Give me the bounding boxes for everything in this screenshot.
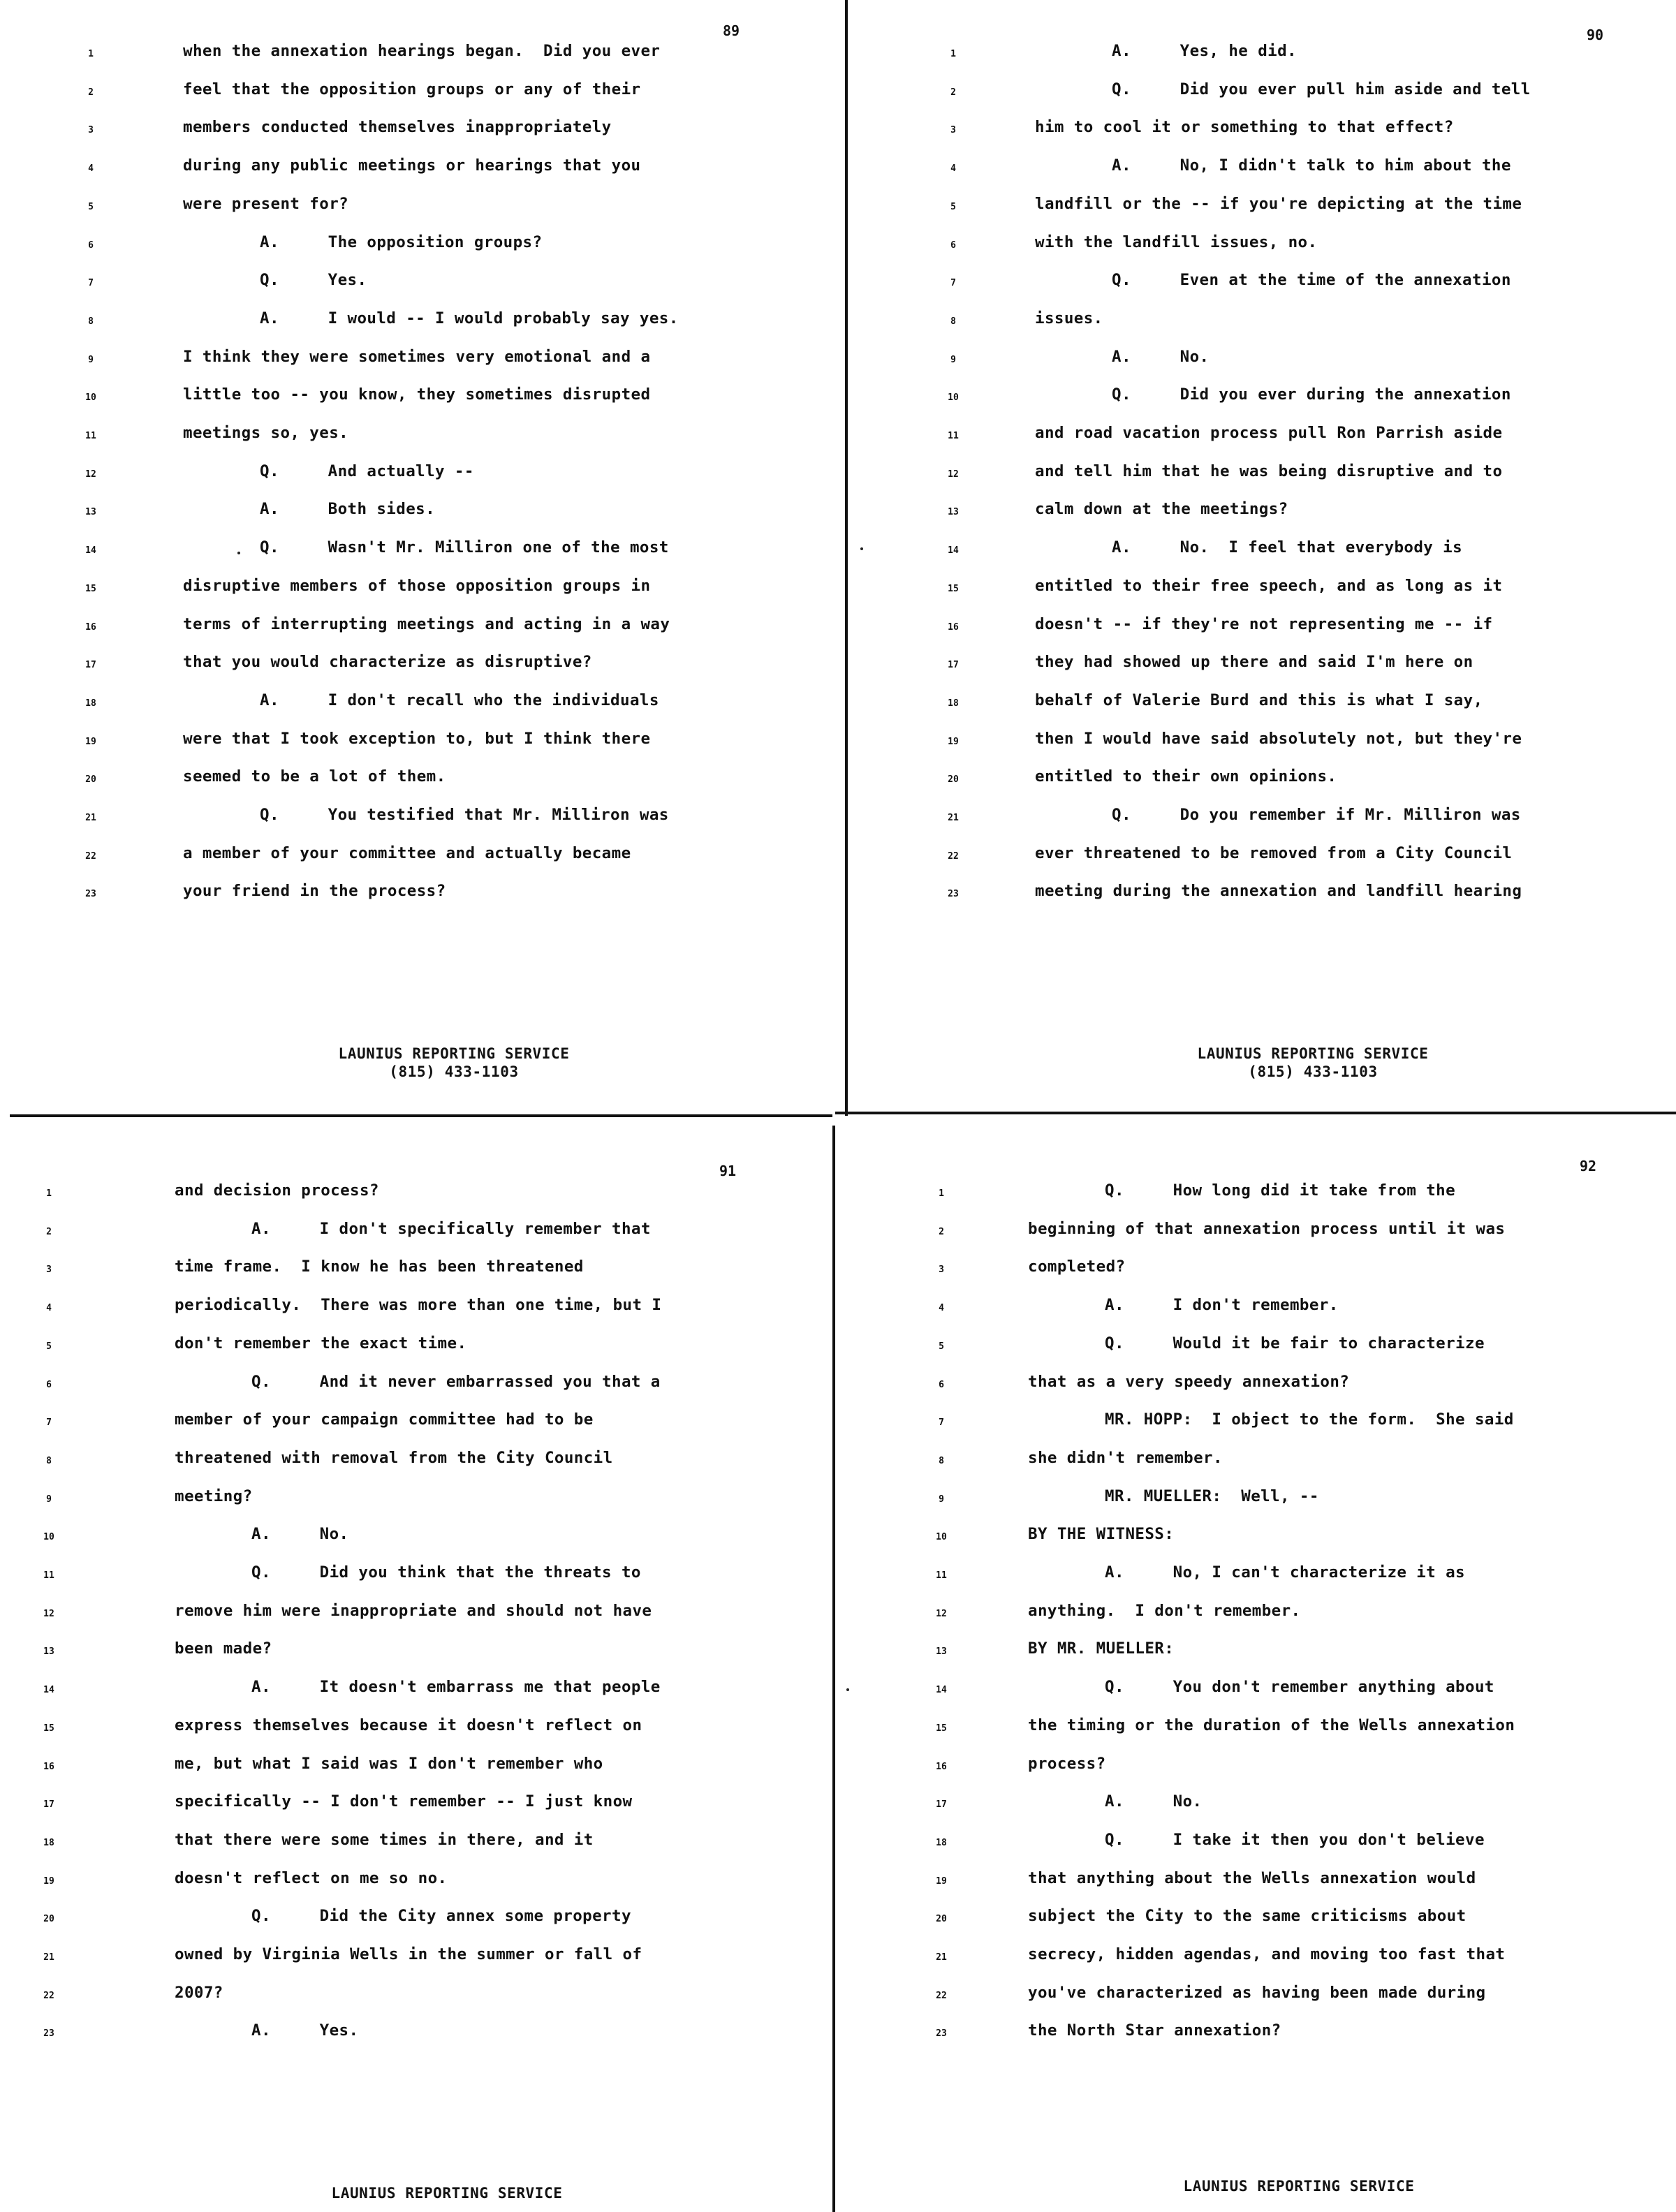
line-text: seemed to be a lot of them. xyxy=(183,767,446,786)
line-number: 16 xyxy=(43,1761,54,1772)
line-text: that as a very speedy annexation? xyxy=(1028,1372,1350,1391)
line-text: she didn't remember. xyxy=(1028,1448,1223,1467)
line-text: and decision process? xyxy=(175,1181,379,1200)
line-text: that anything about the Wells annexation would xyxy=(1028,1868,1476,1887)
line-number: 21 xyxy=(948,813,959,823)
line-number: 15 xyxy=(43,1723,54,1734)
line-number: 20 xyxy=(936,1914,947,1925)
line-text: A. No. xyxy=(1112,347,1210,366)
line-number: 15 xyxy=(936,1723,947,1734)
transcript-line xyxy=(0,1868,1676,1905)
line-text: A. No. I feel that everybody is xyxy=(1112,538,1463,557)
scan-speck xyxy=(860,547,863,550)
line-text: A. I don't specifically remember that xyxy=(251,1219,651,1238)
line-text: A. Yes. xyxy=(251,2021,359,2040)
line-text: meetings so, yes. xyxy=(183,424,349,442)
line-number: 21 xyxy=(85,813,96,823)
line-text: me, but what I said was I don't remember who xyxy=(175,1754,603,1773)
transcript-line xyxy=(0,1982,1676,2020)
line-number: 2 xyxy=(46,1226,52,1237)
line-number: 18 xyxy=(948,698,959,709)
line-number: 22 xyxy=(85,850,96,862)
transcript-line xyxy=(0,1218,1676,1256)
transcript-line xyxy=(0,1256,1676,1294)
line-number: 23 xyxy=(936,2028,947,2040)
line-number: 21 xyxy=(936,1952,947,1963)
line-text: meeting during the annexation and landfill hearing xyxy=(1035,882,1522,901)
reporter-phone: (815) 433-1103 xyxy=(1248,1063,1378,1080)
transcript-line xyxy=(0,1562,1676,1600)
line-number: 11 xyxy=(936,1570,947,1581)
line-text: A. It doesn't embarrass me that people xyxy=(251,1678,661,1697)
line-number: 9 xyxy=(88,354,94,365)
line-number: 14 xyxy=(85,545,96,556)
line-text: entitled to their own opinions. xyxy=(1035,767,1337,786)
page-number: 92 xyxy=(1580,1158,1597,1174)
transcript-line xyxy=(0,2020,1676,2058)
line-text: Q. You testified that Mr. Milliron was xyxy=(260,806,669,824)
line-number: 14 xyxy=(936,1685,947,1696)
line-text: been made? xyxy=(175,1639,272,1658)
line-number: 1 xyxy=(46,1188,52,1199)
line-number: 17 xyxy=(85,660,96,671)
line-number: 3 xyxy=(939,1264,944,1276)
transcript-line xyxy=(0,1753,1676,1791)
line-number: 4 xyxy=(46,1303,52,1314)
line-number: 11 xyxy=(948,431,959,441)
line-text: A. I don't recall who the individuals xyxy=(260,691,659,709)
line-number: 23 xyxy=(43,2028,54,2040)
line-number: 20 xyxy=(85,774,96,786)
line-number: 20 xyxy=(43,1914,54,1925)
reporter-name: LAUNIUS REPORTING SERVICE xyxy=(1197,1045,1429,1062)
line-text: Q. Did you ever during the annexation xyxy=(1112,385,1511,404)
line-text: and road vacation process pull Ron Parrish aside xyxy=(1035,424,1503,442)
line-text: the North Star annexation? xyxy=(1028,2021,1281,2040)
reporter-name: LAUNIUS REPORTING SERVICE xyxy=(1183,2178,1415,2195)
line-text: Q. Would it be fair to characterize xyxy=(1105,1334,1485,1352)
line-text: MR. MUELLER: Well, -- xyxy=(1105,1487,1319,1505)
reporter-name: LAUNIUS REPORTING SERVICE xyxy=(331,2185,563,2202)
line-text: A. The opposition groups? xyxy=(260,233,543,251)
line-number: 21 xyxy=(43,1952,54,1963)
line-text: disruptive members of those opposition groups in xyxy=(183,576,651,595)
line-number: 18 xyxy=(43,1837,54,1848)
line-text: A. No. xyxy=(251,1525,349,1544)
line-text: BY MR. MUELLER: xyxy=(1028,1639,1175,1658)
line-number: 7 xyxy=(88,278,94,289)
line-number: 19 xyxy=(936,1875,947,1887)
line-text: remove him were inappropriate and should not have xyxy=(175,1601,652,1620)
transcript-line xyxy=(0,1295,1676,1332)
line-text: that you would characterize as disruptive? xyxy=(183,653,592,672)
line-text: Q. Did you think that the threats to xyxy=(251,1563,641,1581)
transcript-line xyxy=(0,1715,1676,1753)
transcript-line xyxy=(0,1409,1676,1447)
transcript-line xyxy=(0,1333,1676,1371)
line-number: 5 xyxy=(939,1341,944,1352)
transcript-line xyxy=(0,1676,1676,1714)
line-number: 22 xyxy=(43,1990,54,2001)
line-text: when the annexation hearings began. Did you ever xyxy=(183,42,661,60)
line-text: MR. HOPP: I object to the form. She said xyxy=(1105,1410,1514,1429)
line-text: process? xyxy=(1028,1754,1106,1773)
line-number: 4 xyxy=(950,163,956,175)
line-text: that there were some times in there, and it xyxy=(175,1830,594,1849)
line-number: 14 xyxy=(948,545,959,556)
line-text: I think they were sometimes very emotional and a xyxy=(183,347,651,366)
line-text: anything. I don't remember. xyxy=(1028,1601,1301,1620)
line-text: doesn't -- if they're not representing me -- if xyxy=(1035,614,1493,633)
line-text: A. No, I can't characterize it as xyxy=(1105,1563,1466,1581)
line-text: BY THE WITNESS: xyxy=(1028,1525,1175,1544)
line-number: 5 xyxy=(950,201,956,212)
line-text: him to cool it or something to that effect? xyxy=(1035,118,1454,137)
transcript-line xyxy=(0,1638,1676,1676)
line-text: you've characterized as having been made during xyxy=(1028,1983,1486,2002)
line-number: 13 xyxy=(85,507,96,518)
line-text: behalf of Valerie Burd and this is what I say, xyxy=(1035,691,1483,709)
transcript-line xyxy=(0,1486,1676,1524)
line-number: 5 xyxy=(46,1341,52,1352)
transcript-line xyxy=(0,1944,1676,1982)
line-number: 13 xyxy=(936,1646,947,1658)
reporter-name: LAUNIUS REPORTING SERVICE xyxy=(338,1045,570,1062)
line-text: feel that the opposition groups or any of their xyxy=(183,80,641,98)
line-number: 22 xyxy=(936,1990,947,2001)
line-text: little too -- you know, they sometimes disrupted xyxy=(183,385,651,404)
line-number: 9 xyxy=(950,354,956,365)
line-number: 20 xyxy=(948,774,959,786)
line-text: completed? xyxy=(1028,1258,1126,1276)
transcript-line xyxy=(0,1829,1676,1867)
line-text: Q. How long did it take from the xyxy=(1105,1181,1456,1200)
line-text: secrecy, hidden agendas, and moving too fast that xyxy=(1028,1945,1506,1963)
line-number: 2 xyxy=(950,87,956,98)
line-number: 19 xyxy=(948,736,959,747)
line-text: ever threatened to be removed from a City Council xyxy=(1035,843,1513,862)
scan-speck xyxy=(237,552,240,554)
line-text: doesn't reflect on me so no. xyxy=(175,1868,448,1887)
page-number: 90 xyxy=(1587,27,1604,43)
page-number: 89 xyxy=(723,22,740,39)
line-number: 2 xyxy=(88,87,94,98)
line-number: 6 xyxy=(46,1379,52,1390)
line-number: 3 xyxy=(950,125,956,136)
line-number: 14 xyxy=(43,1685,54,1696)
line-number: 17 xyxy=(936,1799,947,1811)
line-text: Q. Yes. xyxy=(260,271,367,290)
transcript-line xyxy=(0,1905,1676,1943)
line-text: 2007? xyxy=(175,1983,223,2002)
line-number: 1 xyxy=(939,1188,944,1199)
line-number: 6 xyxy=(939,1379,944,1390)
line-number: 8 xyxy=(950,316,956,327)
line-text: Q. You don't remember anything about xyxy=(1105,1678,1494,1697)
line-text: A. No, I didn't talk to him about the xyxy=(1112,156,1511,175)
line-number: 19 xyxy=(43,1875,54,1887)
line-text: member of your campaign committee had to be xyxy=(175,1410,594,1429)
line-number: 12 xyxy=(936,1608,947,1619)
line-text: don't remember the exact time. xyxy=(175,1334,467,1352)
line-text: the timing or the duration of the Wells annexation xyxy=(1028,1716,1515,1734)
line-text: Q. Did the City annex some property xyxy=(251,1907,631,1926)
line-text: were that I took exception to, but I think there xyxy=(183,729,651,748)
transcript-line xyxy=(0,1791,1676,1829)
line-text: A. No. xyxy=(1105,1792,1203,1811)
line-number: 16 xyxy=(948,621,959,633)
line-number: 18 xyxy=(85,698,96,709)
line-number: 10 xyxy=(936,1532,947,1543)
line-text: terms of interrupting meetings and acting in a way xyxy=(183,614,670,633)
line-text: Q. Even at the time of the annexation xyxy=(1112,271,1511,290)
line-number: 6 xyxy=(950,239,956,251)
reporter-footer xyxy=(1089,2177,1508,2195)
line-number: 7 xyxy=(939,1417,944,1429)
line-text: Q. Wasn't Mr. Milliron one of the most xyxy=(260,538,669,557)
line-number: 1 xyxy=(88,49,94,59)
line-text: with the landfill issues, no. xyxy=(1035,233,1318,251)
line-number: 16 xyxy=(85,621,96,633)
line-number: 12 xyxy=(43,1608,54,1619)
line-text: A. I don't remember. xyxy=(1105,1296,1339,1315)
line-number: 3 xyxy=(46,1264,52,1276)
line-text: A. Yes, he did. xyxy=(1112,42,1297,60)
line-text: during any public meetings or hearings that you xyxy=(183,156,641,175)
line-number: 4 xyxy=(88,163,94,175)
scan-speck xyxy=(846,1688,849,1691)
line-number: 19 xyxy=(85,736,96,747)
line-text: A. Both sides. xyxy=(260,500,436,519)
line-number: 2 xyxy=(939,1226,944,1237)
line-number: 12 xyxy=(948,469,959,480)
page-number: 91 xyxy=(719,1163,737,1179)
line-number: 7 xyxy=(46,1417,52,1429)
line-number: 15 xyxy=(948,583,959,594)
line-number: 10 xyxy=(85,392,96,404)
line-text: time frame. I know he has been threatened xyxy=(175,1258,584,1276)
line-text: entitled to their free speech, and as long as it xyxy=(1035,576,1503,595)
line-number: 6 xyxy=(88,239,94,251)
line-number: 13 xyxy=(43,1646,54,1658)
line-text: calm down at the meetings? xyxy=(1035,500,1288,519)
line-number: 23 xyxy=(85,889,96,900)
line-number: 7 xyxy=(950,278,956,289)
transcript-line xyxy=(0,1371,1676,1409)
line-number: 12 xyxy=(85,469,96,480)
line-text: beginning of that annexation process until it was xyxy=(1028,1219,1506,1238)
line-text: specifically -- I don't remember -- I just know xyxy=(175,1792,633,1811)
transcript-line xyxy=(0,1524,1676,1561)
line-text: express themselves because it doesn't reflect on xyxy=(175,1716,642,1734)
reporter-phone: (815) 433-1103 xyxy=(389,1063,519,1080)
line-number: 8 xyxy=(88,316,94,327)
line-text: they had showed up there and said I'm here on xyxy=(1035,653,1473,672)
line-number: 1 xyxy=(950,49,956,59)
line-text: and tell him that he was being disruptive and to xyxy=(1035,462,1503,480)
transcript-line xyxy=(0,1180,1676,1218)
transcript-line xyxy=(0,1600,1676,1638)
line-text: landfill or the -- if you're depicting at the time xyxy=(1035,194,1522,213)
line-number: 11 xyxy=(43,1570,54,1581)
transcript-line xyxy=(0,1447,1676,1485)
line-number: 3 xyxy=(88,125,94,136)
line-number: 23 xyxy=(948,889,959,900)
line-text: then I would have said absolutely not, but they're xyxy=(1035,729,1522,748)
line-number: 8 xyxy=(939,1455,944,1466)
line-number: 18 xyxy=(936,1837,947,1848)
line-number: 9 xyxy=(939,1494,944,1505)
line-number: 5 xyxy=(88,201,94,212)
line-number: 13 xyxy=(948,507,959,518)
line-number: 8 xyxy=(46,1455,52,1466)
line-text: issues. xyxy=(1035,309,1103,327)
line-text: Q. Did you ever pull him aside and tell xyxy=(1112,80,1531,98)
line-number: 17 xyxy=(43,1799,54,1811)
line-text: periodically. There was more than one time, but I xyxy=(175,1296,662,1315)
line-text: Q. Do you remember if Mr. Milliron was xyxy=(1112,806,1521,824)
line-number: 4 xyxy=(939,1303,944,1314)
line-text: subject the City to the same criticisms about xyxy=(1028,1907,1466,1926)
line-number: 17 xyxy=(948,660,959,671)
line-text: owned by Virginia Wells in the summer or fall of xyxy=(175,1945,642,1963)
line-number: 10 xyxy=(948,392,959,404)
line-number: 22 xyxy=(948,850,959,862)
line-text: your friend in the process? xyxy=(183,882,446,901)
line-text: meeting? xyxy=(175,1487,253,1505)
line-text: Q. And it never embarrassed you that a xyxy=(251,1372,661,1391)
line-text: a member of your committee and actually became xyxy=(183,843,631,862)
line-text: A. I would -- I would probably say yes. xyxy=(260,309,679,327)
line-number: 10 xyxy=(43,1532,54,1543)
line-text: members conducted themselves inappropriately xyxy=(183,118,612,137)
line-number: 16 xyxy=(936,1761,947,1772)
line-text: Q. And actually -- xyxy=(260,462,474,480)
line-number: 9 xyxy=(46,1494,52,1505)
line-number: 11 xyxy=(85,431,96,441)
line-number: 15 xyxy=(85,583,96,594)
line-text: Q. I take it then you don't believe xyxy=(1105,1830,1485,1849)
line-text: were present for? xyxy=(183,194,349,213)
line-text: threatened with removal from the City Council xyxy=(175,1448,613,1467)
